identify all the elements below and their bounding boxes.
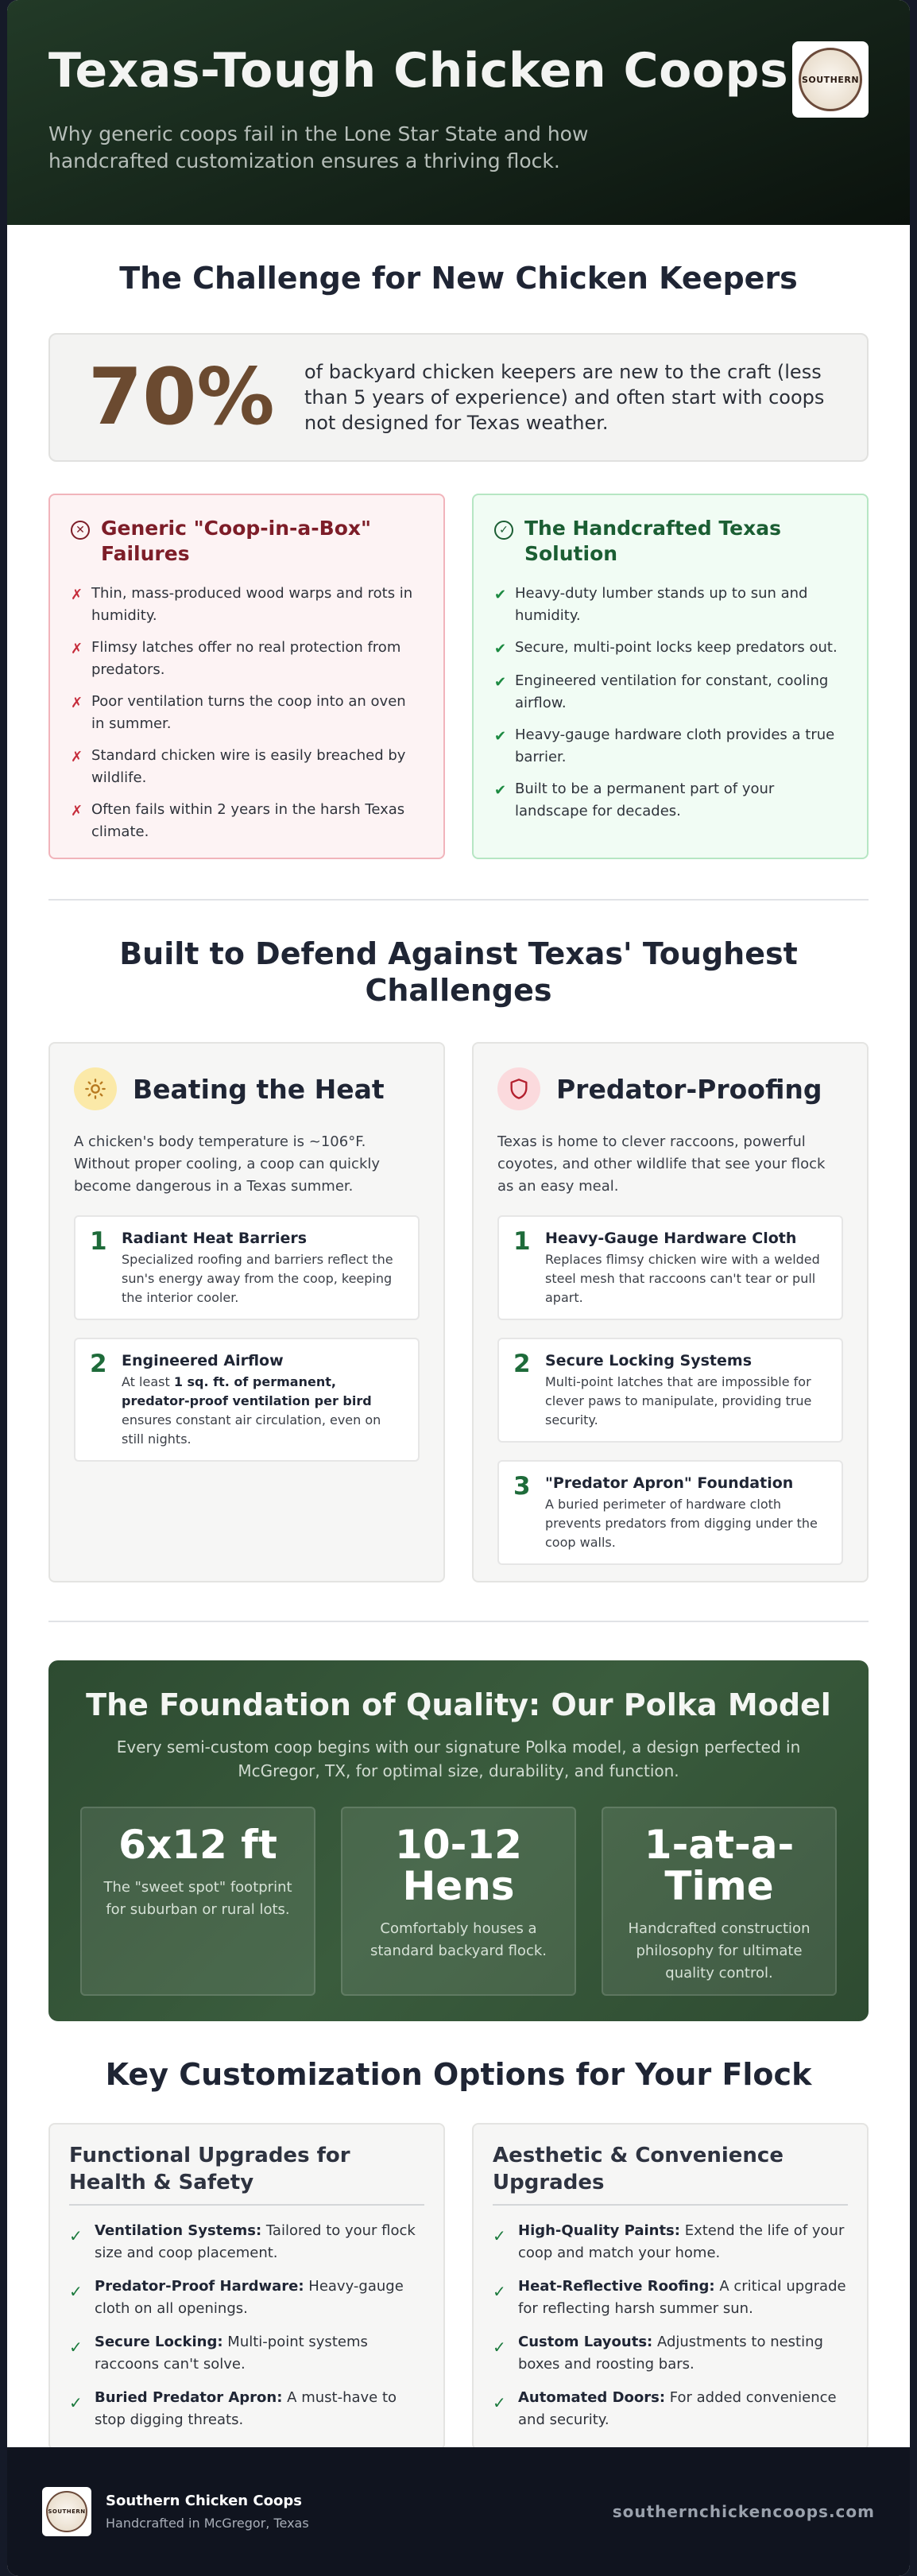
list-item: ✔ Secure, multi-point locks keep predators out. bbox=[494, 637, 846, 660]
comparison-row bbox=[48, 494, 869, 859]
functional-upgrades-card bbox=[48, 2123, 445, 2450]
list-item: ✔ Heavy-duty lumber stands up to sun and humidity. bbox=[494, 583, 846, 627]
x-mark-icon: ✗ bbox=[71, 695, 83, 711]
check-icon: ✓ bbox=[493, 2282, 506, 2301]
step-number: 2 bbox=[513, 1350, 531, 1378]
footer-website-link[interactable]: southernchickencoops.com bbox=[612, 2502, 875, 2521]
step-title: Heavy-Gauge Hardware Cloth bbox=[545, 1230, 797, 1247]
x-mark-icon: ✗ bbox=[71, 587, 83, 603]
list-item: ✗ Thin, mass-produced wood warps and rots in humidity. bbox=[71, 583, 423, 627]
options-title: Key Customization Options for Your Flock bbox=[105, 2057, 812, 2092]
functional-upgrades-list bbox=[69, 2220, 424, 2431]
list-item: ✓ Ventilation Systems: Tailored to your flock size and coop placement. bbox=[69, 2220, 424, 2264]
list-item: ✓ High-Quality Paints: Extend the life of your coop and match your home. bbox=[493, 2220, 848, 2264]
brand-logo[interactable] bbox=[792, 41, 869, 118]
step-title: Secure Locking Systems bbox=[545, 1352, 752, 1369]
aesthetic-upgrades-card bbox=[472, 2123, 869, 2450]
step-number: 3 bbox=[513, 1472, 531, 1501]
check-mark-icon: ✔ bbox=[494, 728, 507, 745]
step-text: At least 1 sq. ft. of permanent, predator-proof ventilation per bird ensures constant air circulation, even on still nights. bbox=[122, 1374, 381, 1447]
stat-value: 70% bbox=[88, 352, 275, 443]
check-mark-icon: ✔ bbox=[494, 641, 507, 657]
logo-text: SOUTHERN bbox=[801, 74, 860, 85]
predator-title: Predator-Proofing bbox=[556, 1073, 822, 1105]
list-item: ✓ Predator-Proof Hardware: Heavy-gauge cloth on all openings. bbox=[69, 2276, 424, 2320]
heat-intro: A chicken's body temperature is ~106°F. Without proper cooling, a coop can quickly become dangerous in a Texas summer. bbox=[74, 1133, 381, 1195]
functional-upgrades-title: Functional Upgrades for Health & Safety bbox=[69, 2142, 424, 2206]
heat-card bbox=[48, 1042, 445, 1582]
stat-desc: Handcrafted construction philosophy for ultimate quality control. bbox=[628, 1920, 811, 1981]
stat-desc: Comfortably houses a standard backyard flock. bbox=[370, 1920, 547, 1959]
step-number: 1 bbox=[513, 1227, 531, 1256]
logo-text: SOUTHERN bbox=[48, 2508, 86, 2515]
check-mark-icon: ✔ bbox=[494, 782, 507, 799]
page-title: Texas-Tough Chicken Coops bbox=[48, 43, 789, 99]
stat-desc: The "sweet spot" footprint for suburban or rural lots. bbox=[103, 1879, 292, 1918]
polka-model-panel bbox=[48, 1660, 869, 2021]
footer bbox=[7, 2447, 910, 2576]
check-icon: ✓ bbox=[493, 2226, 506, 2245]
section-divider bbox=[48, 899, 869, 901]
x-circle-icon: ✕ bbox=[71, 521, 90, 540]
list-item: ✔ Engineered ventilation for constant, cooling airflow. bbox=[494, 670, 846, 715]
stat-text: of backyard chicken keepers are new to the craft (less than 5 years of experience) and often start with coops not designed for Texas weather. bbox=[304, 361, 825, 434]
check-circle-icon: ✓ bbox=[494, 521, 513, 540]
list-item: ✓ Custom Layouts: Adjustments to nesting boxes and roosting bars. bbox=[493, 2331, 848, 2376]
generic-failures-card bbox=[48, 494, 445, 859]
handcrafted-solution-list bbox=[494, 583, 846, 823]
check-mark-icon: ✔ bbox=[494, 674, 507, 691]
predator-card bbox=[472, 1042, 869, 1582]
shield-icon bbox=[497, 1067, 540, 1110]
predator-step bbox=[497, 1460, 843, 1565]
polka-stats bbox=[80, 1807, 837, 1996]
list-item: ✔ Heavy-gauge hardware cloth provides a true barrier. bbox=[494, 724, 846, 769]
check-icon: ✓ bbox=[69, 2393, 83, 2412]
step-text: A buried perimeter of hardware cloth prevents predators from digging under the coop walls. bbox=[545, 1497, 818, 1550]
stat-value: 1-at-a-Time bbox=[644, 1822, 795, 1909]
x-mark-icon: ✗ bbox=[71, 749, 83, 765]
heat-step bbox=[74, 1338, 420, 1462]
check-icon: ✓ bbox=[69, 2226, 83, 2245]
list-item: ✗ Flimsy latches offer no real protection from predators. bbox=[71, 637, 423, 681]
footer-company-name: Southern Chicken Coops bbox=[106, 2493, 302, 2509]
list-item: ✓ Heat-Reflective Roofing: A critical upgrade for reflecting harsh summer sun. bbox=[493, 2276, 848, 2320]
list-item: ✓ Buried Predator Apron: A must-have to stop digging threats. bbox=[69, 2387, 424, 2431]
options-grid bbox=[48, 2123, 869, 2450]
step-number: 2 bbox=[90, 1350, 107, 1378]
predator-step bbox=[497, 1338, 843, 1443]
check-icon: ✓ bbox=[69, 2338, 83, 2357]
predator-intro: Texas is home to clever raccoons, powerful coyotes, and other wildlife that see your flock as an easy meal. bbox=[497, 1133, 826, 1195]
header-banner bbox=[7, 0, 910, 225]
heat-title: Beating the Heat bbox=[133, 1073, 385, 1105]
threat-grid bbox=[48, 1042, 869, 1582]
list-item: ✔ Built to be a permanent part of your landscape for decades. bbox=[494, 778, 846, 823]
infographic-page bbox=[7, 0, 910, 2576]
step-text: Specialized roofing and barriers reflect the sun's energy away from the coop, keeping the interior cooler. bbox=[122, 1252, 393, 1305]
polka-title: The Foundation of Quality: Our Polka Model bbox=[86, 1687, 831, 1722]
aesthetic-upgrades-title: Aesthetic & Convenience Upgrades bbox=[493, 2142, 848, 2206]
list-item: ✗ Often fails within 2 years in the harsh Texas climate. bbox=[71, 799, 423, 843]
heat-step bbox=[74, 1215, 420, 1320]
footer-logo[interactable] bbox=[42, 2487, 91, 2536]
check-icon: ✓ bbox=[493, 2338, 506, 2357]
section-divider bbox=[48, 1621, 869, 1622]
generic-failures-title: Generic "Coop-in-a-Box" Failures bbox=[101, 517, 372, 565]
sun-icon bbox=[74, 1067, 117, 1110]
aesthetic-upgrades-list bbox=[493, 2220, 848, 2431]
check-mark-icon: ✔ bbox=[494, 587, 507, 603]
step-number: 1 bbox=[90, 1227, 107, 1256]
page-subtitle: Why generic coops fail in the Lone Star State and how handcrafted customization ensures a thriving flock. bbox=[48, 122, 589, 172]
predator-step bbox=[497, 1215, 843, 1320]
stat-value: 6x12 ft bbox=[118, 1822, 277, 1868]
polka-stat-footprint bbox=[80, 1807, 315, 1996]
polka-stat-philosophy bbox=[602, 1807, 837, 1996]
logo-seal-icon bbox=[46, 2491, 87, 2532]
check-icon: ✓ bbox=[493, 2393, 506, 2412]
step-text: Replaces flimsy chicken wire with a welded steel mesh that raccoons can't tear or pull apart. bbox=[545, 1252, 820, 1305]
handcrafted-solution-card bbox=[472, 494, 869, 859]
handcrafted-solution-title: The Handcrafted Texas Solution bbox=[524, 517, 781, 565]
list-item: ✓ Automated Doors: For added convenience and security. bbox=[493, 2387, 848, 2431]
generic-failures-list bbox=[71, 583, 423, 843]
stat-callout bbox=[48, 333, 869, 462]
footer-tagline: Handcrafted in McGregor, Texas bbox=[106, 2516, 309, 2531]
x-mark-icon: ✗ bbox=[71, 803, 83, 819]
challenge-title: The Challenge for New Chicken Keepers bbox=[119, 261, 798, 296]
x-mark-icon: ✗ bbox=[71, 641, 83, 657]
logo-seal-icon bbox=[799, 48, 862, 111]
step-title: Engineered Airflow bbox=[122, 1352, 284, 1369]
defend-title: Built to Defend Against Texas' Toughest Challenges bbox=[119, 936, 798, 1008]
stat-value: 10-12 Hens bbox=[395, 1822, 522, 1909]
check-icon: ✓ bbox=[69, 2282, 83, 2301]
polka-subtitle: Every semi-custom coop begins with our signature Polka model, a design perfected in McGregor, TX, for optimal size, durability, and function. bbox=[116, 1737, 801, 1780]
polka-stat-capacity bbox=[341, 1807, 576, 1996]
list-item: ✗ Standard chicken wire is easily breached by wildlife. bbox=[71, 745, 423, 789]
step-title: Radiant Heat Barriers bbox=[122, 1230, 308, 1247]
step-text: Multi-point latches that are impossible for clever paws to manipulate, providing true security. bbox=[545, 1374, 812, 1427]
step-title: "Predator Apron" Foundation bbox=[545, 1474, 794, 1492]
list-item: ✗ Poor ventilation turns the coop into an oven in summer. bbox=[71, 691, 423, 735]
list-item: ✓ Secure Locking: Multi-point systems raccoons can't solve. bbox=[69, 2331, 424, 2376]
